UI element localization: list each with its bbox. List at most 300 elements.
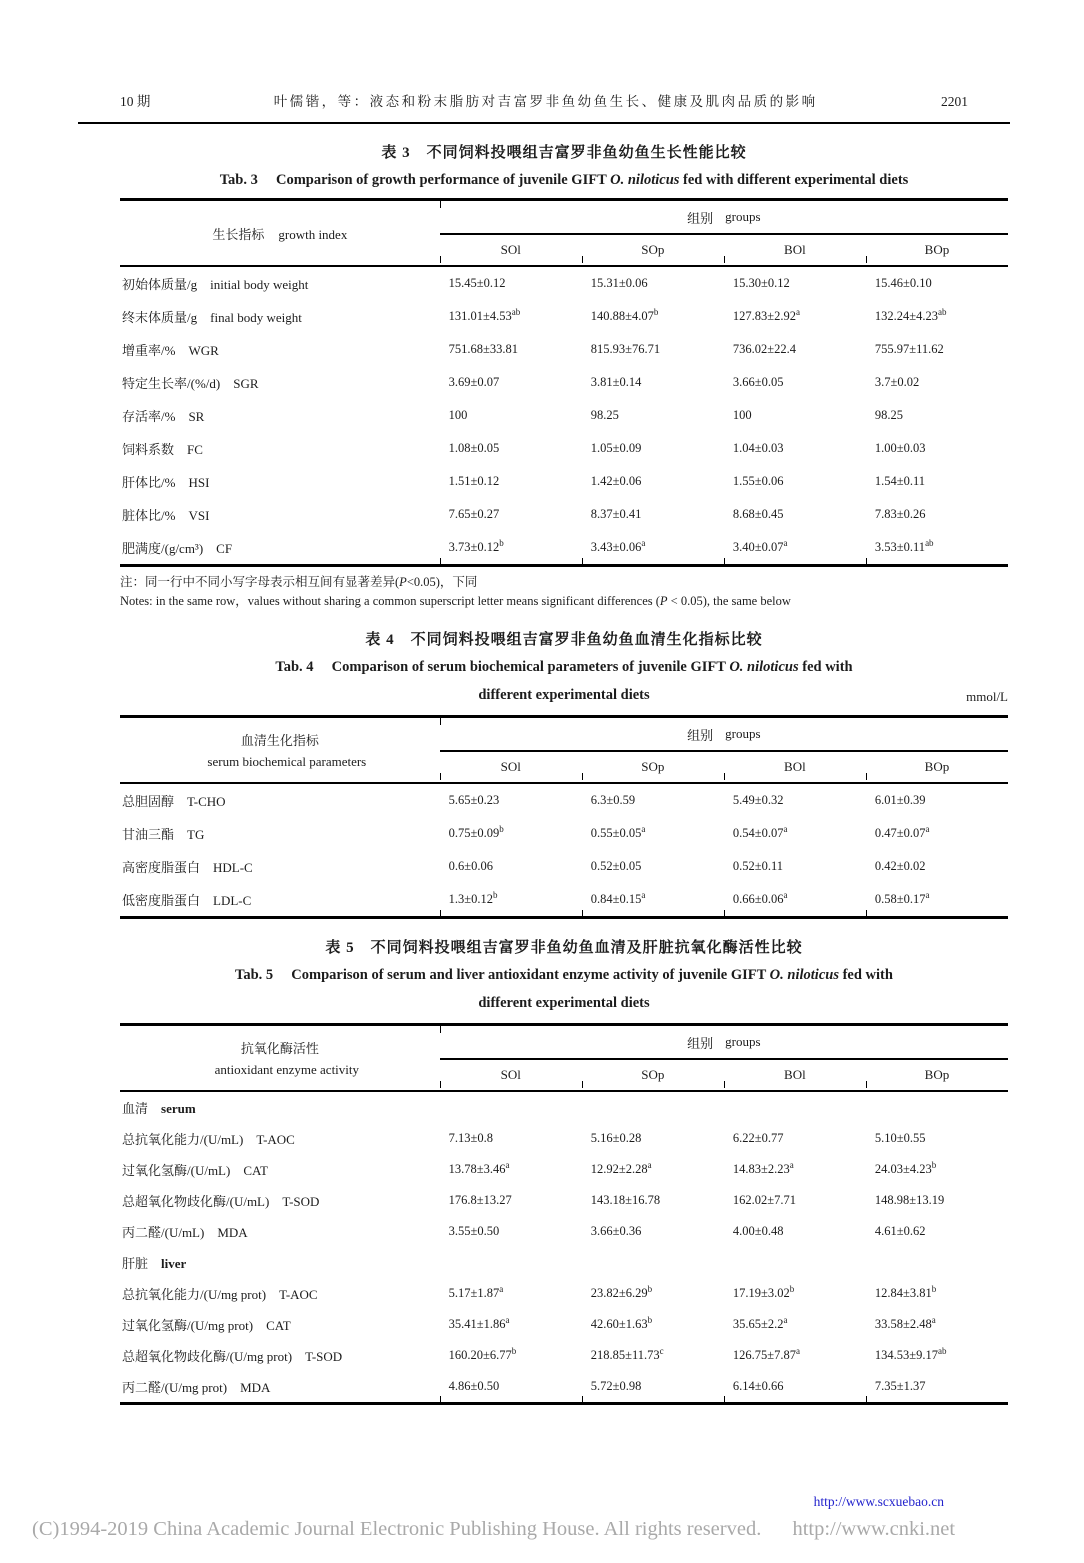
column-tick <box>724 910 726 916</box>
cell-value: 3.53±0.11 <box>874 540 926 554</box>
column-header-sop: SOp <box>641 1067 665 1082</box>
groups-label-zh: 组别 <box>687 727 714 743</box>
cell-value: 33.58±2.48 <box>874 1317 932 1331</box>
column-tick <box>866 1396 868 1402</box>
table-cell: 160.20±6.77$^b$ <box>448 1345 517 1362</box>
row-label-en: CAT <box>266 1318 291 1333</box>
cell-value: 815.93±76.71 <box>590 342 661 356</box>
table-cell: 1.3±0.12$^b$ <box>448 889 498 906</box>
row-label <box>120 1346 440 1365</box>
table-row <box>120 1185 1008 1216</box>
table4-title-en: Tab. 4 Comparison of serum biochemical parameters of juvenile GIFT O. niloticus fed with <box>275 659 853 675</box>
table3-growth-performance <box>120 198 1008 567</box>
column-header-bop: BOp <box>924 1067 950 1082</box>
cell-value: 24.03±4.23 <box>874 1162 932 1176</box>
column-tick <box>724 1081 726 1088</box>
table-row <box>120 300 1008 333</box>
cell-value: 1.3±0.12 <box>448 892 494 906</box>
cell-value: 1.04±0.03 <box>732 441 784 455</box>
table-cell <box>866 408 1008 423</box>
row-label <box>120 274 440 293</box>
table-row <box>120 465 1008 498</box>
table-cell: 126.75±7.87$^a$ <box>732 1345 800 1362</box>
cell-value: 1.00±0.03 <box>874 441 926 455</box>
row-label-zh: 增重率/% <box>122 343 176 358</box>
cell-value: 1.42±0.06 <box>590 474 642 488</box>
column-tick <box>582 1396 584 1402</box>
row-label <box>120 1098 440 1117</box>
row-label-zh: 饲料系数 <box>122 442 175 457</box>
table-cell <box>440 441 582 456</box>
stub-label-zh: 生长指标 <box>212 226 265 242</box>
row-label-zh: 过氧化氢酶/(U/mL) <box>122 1163 231 1178</box>
groups-label-en: groups <box>725 1034 761 1049</box>
table-body <box>120 1092 1008 1402</box>
cell-value: 176.8±13.27 <box>448 1193 512 1207</box>
table-header <box>120 1026 1008 1092</box>
column-header-sop: SOp <box>641 759 665 774</box>
row-label-zh: 总抗氧化能力/(U/mg prot) <box>122 1287 267 1302</box>
table-cell <box>582 507 724 522</box>
stub-label-zh: 血清生化指标 <box>240 733 319 748</box>
table-row <box>120 817 1008 850</box>
table-row <box>120 399 1008 432</box>
cell-value: 131.01±4.53 <box>448 309 512 323</box>
table-cell <box>582 1224 724 1239</box>
column-tick <box>440 201 442 208</box>
table3-title-zh: 表 3 不同饲料投喂组吉富罗非鱼幼鱼生长性能比较 <box>381 145 747 161</box>
row-label-zh: 丙二醛/(U/mg prot) <box>122 1380 228 1395</box>
running-title: 叶儒锴，等：液态和粉末脂肪对吉富罗非鱼幼鱼生长、健康及肌肉品质的影响 <box>273 94 818 109</box>
table-cell <box>724 276 866 291</box>
cell-value: 5.17±1.87 <box>448 1286 500 1300</box>
table-cell <box>582 1379 724 1394</box>
cell-value: 7.83±0.26 <box>874 507 926 521</box>
cell-value: 0.75±0.09 <box>448 826 500 840</box>
groups-label-en: groups <box>725 209 761 224</box>
row-label-zh: 总超氧化物歧化酶/(U/mL) <box>122 1194 270 1209</box>
table-cell <box>866 1193 1008 1208</box>
cell-value: 5.72±0.98 <box>590 1379 642 1393</box>
row-label-en: CF <box>216 541 233 556</box>
row-label <box>120 538 440 557</box>
table-cell: 35.65±2.2$^a$ <box>732 1314 788 1331</box>
row-label <box>120 472 440 491</box>
table-cell <box>440 1193 582 1208</box>
row-label-en: initial body weight <box>210 277 309 292</box>
column-tick <box>582 1081 584 1088</box>
page-header <box>78 90 1010 110</box>
stub-header-line <box>201 1062 359 1078</box>
row-label-en: MDA <box>240 1380 271 1395</box>
table-cell: 131.01±4.53$^{ab}$ <box>448 306 521 323</box>
cell-value: 98.25 <box>590 408 619 422</box>
column-tick <box>582 910 584 916</box>
groups-label-en: groups <box>725 726 761 741</box>
column-tick <box>440 718 442 725</box>
cell-value: 5.49±0.32 <box>732 793 784 807</box>
table-cell <box>440 1224 582 1239</box>
row-label-zh: 总胆固醇 <box>122 794 175 809</box>
copyright-text: (C)1994-2019 China Academic Journal Electronic Publishing House. All rights reserved. <box>32 1518 762 1540</box>
header-rule <box>78 122 1010 124</box>
table-cell: 132.24±4.23$^{ab}$ <box>874 306 947 323</box>
column-header-sol: SOl <box>500 759 521 774</box>
row-label-en: T-AOC <box>279 1287 318 1302</box>
cell-value: 13.78±3.46 <box>448 1162 506 1176</box>
table-cell: 134.53±9.17$^{ab}$ <box>874 1345 947 1362</box>
column-header-bol: BOl <box>784 1067 806 1082</box>
table-cell: 0.47±0.07$^a$ <box>874 823 930 840</box>
issue-number: 10 期 <box>120 94 151 109</box>
cell-value: 7.35±1.37 <box>874 1379 926 1393</box>
cell-value: 6.22±0.77 <box>732 1131 784 1145</box>
table5-title-zh: 表 5 不同饲料投喂组吉富罗非鱼幼鱼血清及肝脏抗氧化酶活性比较 <box>325 940 803 956</box>
table-cell <box>724 342 866 357</box>
table-cell: 24.03±4.23$^b$ <box>874 1159 937 1176</box>
row-label <box>120 439 440 458</box>
row-label <box>120 824 440 843</box>
column-tick <box>866 910 868 916</box>
row-label-en: HDL-C <box>213 860 253 875</box>
row-label-zh: 存活率/% <box>122 409 176 424</box>
stub-header <box>120 1026 440 1090</box>
table-cell <box>724 1193 866 1208</box>
column-tick <box>440 1396 442 1402</box>
table-cell <box>440 474 582 489</box>
table-cell <box>724 1224 866 1239</box>
table4-title-en-line2: different experimental diets <box>478 687 650 703</box>
row-label-en: HSI <box>188 475 210 490</box>
cell-value: 0.58±0.17 <box>874 892 926 906</box>
table-cell <box>582 1193 724 1208</box>
cell-value: 3.69±0.07 <box>448 375 500 389</box>
cell-value: 3.40±0.07 <box>732 540 784 554</box>
table-row <box>120 267 1008 300</box>
table-cell <box>724 375 866 390</box>
table5-title-en: Tab. 5 Comparison of serum and liver antioxidant enzyme activity of juvenile GIFT O. niloticus fed with <box>235 967 893 983</box>
table3-block <box>120 142 1008 611</box>
cell-value: 162.02±7.71 <box>732 1193 796 1207</box>
table-row <box>120 531 1008 564</box>
cell-value: 7.13±0.8 <box>448 1131 494 1145</box>
column-tick <box>440 1026 442 1033</box>
row-label-zh: 终末体质量/g <box>122 310 198 325</box>
row-label <box>120 1284 440 1303</box>
table-cell: 33.58±2.48$^a$ <box>874 1314 936 1331</box>
table-cell <box>866 507 1008 522</box>
table-cell: 5.17±1.87$^a$ <box>448 1283 504 1300</box>
table-row <box>120 1216 1008 1247</box>
table-cell <box>582 342 724 357</box>
stub-label-en: growth index <box>278 226 348 242</box>
cell-value: 42.60±1.63 <box>590 1317 648 1331</box>
stub-header-line <box>212 224 347 243</box>
stub-header-line <box>193 754 366 770</box>
row-label-en: WGR <box>188 343 219 358</box>
row-label-zh: 低密度脂蛋白 <box>122 893 201 908</box>
stub-header <box>120 201 440 265</box>
table-cell <box>866 1379 1008 1394</box>
cell-value: 3.66±0.36 <box>590 1224 642 1238</box>
cell-value: 0.55±0.05 <box>590 826 642 840</box>
table-cell <box>724 859 866 874</box>
table-row <box>120 1340 1008 1371</box>
cell-value: 132.24±4.23 <box>874 309 939 323</box>
row-label <box>120 406 440 425</box>
section-row <box>120 1092 1008 1123</box>
table-cell <box>582 441 724 456</box>
row-label-en: FC <box>187 442 203 457</box>
cell-value: 143.18±16.78 <box>590 1193 661 1207</box>
column-tick <box>866 773 868 780</box>
table-cell <box>582 408 724 423</box>
table5-block <box>120 937 1008 1405</box>
table-cell <box>440 507 582 522</box>
stub-label-en: antioxidant enzyme activity <box>214 1062 360 1077</box>
column-tick <box>582 558 584 564</box>
table-cell: 0.84±0.15$^a$ <box>590 889 646 906</box>
column-tick <box>866 256 868 263</box>
column-header-sol: SOl <box>500 242 521 257</box>
row-label-zh: 甘油三酯 <box>122 827 175 842</box>
table-row <box>120 1278 1008 1309</box>
column-tick <box>866 1081 868 1088</box>
cell-value: 35.41±1.86 <box>448 1317 506 1331</box>
cell-value: 100 <box>448 408 468 422</box>
table-row <box>120 1309 1008 1340</box>
stub-header-line <box>241 730 319 749</box>
table-cell <box>866 441 1008 456</box>
table-cell <box>724 441 866 456</box>
cell-value: 5.16±0.28 <box>590 1131 642 1145</box>
table-cell <box>582 793 724 808</box>
column-tick <box>582 773 584 780</box>
row-label <box>120 340 440 359</box>
row-label-en: final body weight <box>210 310 302 325</box>
table5-antioxidant-enzyme <box>120 1023 1008 1405</box>
row-label-zh: 脏体比/% <box>122 508 176 523</box>
row-label <box>120 1191 440 1210</box>
cell-value: 8.68±0.45 <box>732 507 784 521</box>
row-label <box>120 1160 440 1179</box>
row-label-en: T-SOD <box>282 1194 320 1209</box>
cell-value: 4.61±0.62 <box>874 1224 926 1238</box>
table-cell <box>582 474 724 489</box>
column-tick <box>440 1081 442 1088</box>
page-content <box>120 142 1008 1405</box>
table-cell: 12.92±2.28$^a$ <box>590 1159 652 1176</box>
table-row <box>120 850 1008 883</box>
cell-value: 6.01±0.39 <box>874 793 926 807</box>
table-body <box>120 267 1008 564</box>
cell-value: 7.65±0.27 <box>448 507 500 521</box>
table-cell <box>866 375 1008 390</box>
row-label-zh: 过氧化氢酶/(U/mg prot) <box>122 1318 254 1333</box>
table-cell <box>866 474 1008 489</box>
note-zh: 注：同一行中不同小写字母表示相互间有显著差异(P<0.05)，下同 <box>120 575 478 589</box>
row-label <box>120 505 440 524</box>
column-tick <box>866 558 868 564</box>
cell-value: 15.45±0.12 <box>448 276 506 290</box>
table-cell <box>724 793 866 808</box>
table-cell <box>724 507 866 522</box>
table-cell: 218.85±11.73$^c$ <box>590 1345 664 1362</box>
table-cell <box>582 276 724 291</box>
row-label-zh: 肝体比/% <box>122 475 176 490</box>
table5-title-en-line2: different experimental diets <box>478 995 650 1011</box>
cell-value: 15.31±0.06 <box>590 276 648 290</box>
table-cell <box>582 375 724 390</box>
table-cell: 0.54±0.07$^a$ <box>732 823 788 840</box>
row-label <box>120 1315 440 1334</box>
row-label-zh: 肝脏 <box>122 1256 149 1271</box>
column-tick <box>440 256 442 263</box>
page-number: 2201 <box>941 94 968 109</box>
table-row <box>120 1371 1008 1402</box>
cell-value: 0.42±0.02 <box>874 859 926 873</box>
table-header <box>120 718 1008 784</box>
cell-value: 5.10±0.55 <box>874 1131 926 1145</box>
table3-notes <box>120 573 1008 611</box>
table-row <box>120 784 1008 817</box>
cell-value: 126.75±7.87 <box>732 1348 796 1362</box>
table-cell <box>724 1379 866 1394</box>
table3-title-en: Tab. 3 Comparison of growth performance of juvenile GIFT O. niloticus fed with different experimental diets <box>219 172 909 188</box>
cell-value: 148.98±13.19 <box>874 1193 945 1207</box>
table-cell: 3.40±0.07$^a$ <box>732 537 788 554</box>
column-header-sop: SOp <box>641 242 665 257</box>
table-cell <box>582 859 724 874</box>
column-tick <box>440 558 442 564</box>
row-label <box>120 791 440 810</box>
table-cell <box>440 408 582 423</box>
table-cell <box>866 1224 1008 1239</box>
row-label-zh: 总超氧化物歧化酶/(U/mg prot) <box>122 1349 293 1364</box>
row-label-zh: 高密度脂蛋白 <box>122 860 201 875</box>
cell-value: 0.66±0.06 <box>732 892 784 906</box>
section-row <box>120 1247 1008 1278</box>
cell-value: 0.6±0.06 <box>448 859 494 873</box>
cell-value: 4.86±0.50 <box>448 1379 500 1393</box>
cell-value: 3.7±0.02 <box>874 375 920 389</box>
table-cell: 13.78±3.46$^a$ <box>448 1159 510 1176</box>
cell-value: 3.55±0.50 <box>448 1224 500 1238</box>
table-header <box>120 201 1008 267</box>
cell-value: 6.3±0.59 <box>590 793 636 807</box>
stub-header-line <box>241 1038 319 1057</box>
cell-value: 134.53±9.17 <box>874 1348 939 1362</box>
table-cell <box>440 276 582 291</box>
groups-header <box>440 718 1008 752</box>
table-cell: 127.83±2.92$^a$ <box>732 306 800 323</box>
row-label-en: LDL-C <box>213 893 252 908</box>
cell-value: 98.25 <box>874 408 904 422</box>
table-cell: 0.55±0.05$^a$ <box>590 823 646 840</box>
row-label-zh: 初始体质量/g <box>122 277 198 292</box>
table-cell: 0.58±0.17$^a$ <box>874 889 930 906</box>
note-en: Notes: in the same row，values without sharing a common superscript letter means significant differences (P < 0.05), the same below <box>120 594 791 608</box>
cell-value: 8.37±0.41 <box>590 507 642 521</box>
column-header-bol: BOl <box>784 759 806 774</box>
column-tick <box>440 773 442 780</box>
cell-value: 12.84±3.81 <box>874 1286 932 1300</box>
row-label-en: serum <box>161 1101 196 1116</box>
cell-value: 3.81±0.14 <box>590 375 642 389</box>
cell-value: 100 <box>732 408 752 422</box>
cnki-link-text: http://www.cnki.net <box>792 1518 956 1540</box>
table-cell: 3.73±0.12$^b$ <box>448 537 504 554</box>
cell-value: 1.51±0.12 <box>448 474 500 488</box>
table-row <box>120 883 1008 916</box>
stub-label-en: serum biochemical parameters <box>207 754 367 769</box>
row-label-en: MDA <box>217 1225 248 1240</box>
column-header-bop: BOp <box>924 242 950 257</box>
row-label <box>120 307 440 326</box>
cell-value: 140.88±4.07 <box>590 309 654 323</box>
table-row <box>120 366 1008 399</box>
cell-value: 1.54±0.11 <box>874 474 926 488</box>
column-tick <box>440 910 442 916</box>
row-label <box>120 1253 440 1272</box>
cell-value: 218.85±11.73 <box>590 1348 660 1362</box>
cell-value: 160.20±6.77 <box>448 1348 512 1362</box>
table-row <box>120 1123 1008 1154</box>
table-cell: 140.88±4.07$^b$ <box>590 306 659 323</box>
table-cell: 35.41±1.86$^a$ <box>448 1314 510 1331</box>
cell-value: 751.68±33.81 <box>448 342 519 356</box>
groups-header <box>440 201 1008 235</box>
table4-title-zh: 表 4 不同饲料投喂组吉富罗非鱼幼鱼血清生化指标比较 <box>365 632 763 648</box>
cell-value: 3.73±0.12 <box>448 540 500 554</box>
table-cell <box>866 342 1008 357</box>
table-cell <box>440 1131 582 1146</box>
journal-website-link[interactable]: http://www.scxuebao.cn <box>813 1494 944 1509</box>
groups-label-zh: 组别 <box>687 1035 714 1051</box>
table-row <box>120 1154 1008 1185</box>
column-header-sol: SOl <box>500 1067 521 1082</box>
table-cell <box>440 375 582 390</box>
cell-value: 1.05±0.09 <box>590 441 642 455</box>
stub-header <box>120 718 440 782</box>
row-label <box>120 890 440 909</box>
row-label <box>120 373 440 392</box>
table-cell <box>724 474 866 489</box>
cell-value: 4.00±0.48 <box>732 1224 784 1238</box>
stub-label-zh: 抗氧化酶活性 <box>240 1041 319 1056</box>
cell-value: 12.92±2.28 <box>590 1162 648 1176</box>
column-tick <box>724 1396 726 1402</box>
cell-value: 35.65±2.2 <box>732 1317 784 1331</box>
cell-value: 1.55±0.06 <box>732 474 784 488</box>
table-cell: 17.19±3.02$^b$ <box>732 1283 795 1300</box>
row-label-zh: 血清 <box>122 1101 149 1116</box>
cell-value: 755.97±11.62 <box>874 342 944 356</box>
table-cell: 14.83±2.23$^a$ <box>732 1159 794 1176</box>
row-label-en: SGR <box>233 376 259 391</box>
table-body <box>120 784 1008 916</box>
cell-value: 15.46±0.10 <box>874 276 932 290</box>
column-header-bop: BOp <box>924 759 950 774</box>
cell-value: 6.14±0.66 <box>732 1379 784 1393</box>
table-row <box>120 432 1008 465</box>
row-label-en: TG <box>187 827 205 842</box>
row-label-en: SR <box>188 409 205 424</box>
cell-value: 14.83±2.23 <box>732 1162 790 1176</box>
table4-block <box>120 629 1008 919</box>
cell-value: 23.82±6.29 <box>590 1286 648 1300</box>
row-label-en: T-SOD <box>305 1349 343 1364</box>
